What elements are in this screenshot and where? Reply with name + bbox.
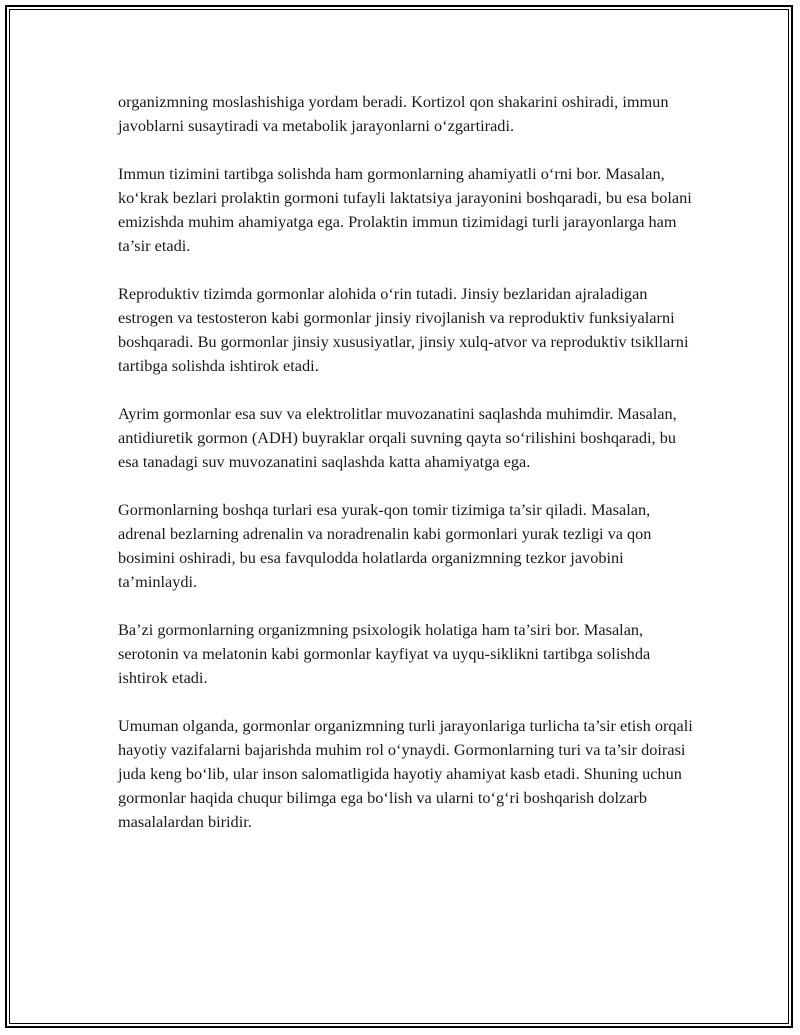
paragraph: Ba’zi gormonlarning organizmning psixologik holatiga ham ta’siri bor. Masalan, serotonin va melatonin kabi gormonlar kayfiyat va uyqu-siklikni tartibga solishda ishtirok etadi. [118, 620, 651, 687]
paragraph: Immun tizimini tartibga solishda ham gormonlarning ahamiyatli o‘rni bor. Masalan, ko‘krak bezlari prolaktin gormoni tufayli laktatsiya jarayonini boshqaradi, bu esa bolani emizishda muhim ahamiyatga ega. Prolaktin immun tizimidagi turli jarayonlarga ham ta’sir etadi. [118, 164, 692, 255]
paragraph: Reproduktiv tizimda gormonlar alohida o‘rin tutadi. Jinsiy bezlaridan ajraladigan estrogen va testosteron kabi gormonlar jinsiy rivojlanish va reproduktiv funksiyalarni boshqaradi. Bu gormonlar jinsiy xususiyatlar, jinsiy xulq-atvor va reproduktiv tsikllarni tartibga solishda ishtirok etadi. [118, 284, 689, 375]
document-body [118, 90, 693, 858]
paragraph: Ayrim gormonlar esa suv va elektrolitlar muvozanatini saqlashda muhimdir. Masalan, antidiuretik gormon (ADH) buyraklar orqali suvning qayta so‘rilishini boshqaradi, bu esa tanadagi suv muvozanatini saqlashda katta ahamiyatga ega. [118, 404, 677, 471]
paragraph: Gormonlarning boshqa turlari esa yurak-qon tomir tizimiga ta’sir qiladi. Masalan, adrenal bezlarning adrenalin va noradrenalin kabi gormonlari yurak tezligi va qon bosimini oshiradi, bu esa favqulodda holatlarda organizmning tezkor javobini ta’minlaydi. [118, 500, 652, 591]
paragraph: organizmning moslashishiga yordam beradi. Kortizol qon shakarini oshiradi, immun javoblarni susaytiradi va metabolik jarayonlarni o‘zgartiradi. [118, 92, 669, 135]
paragraph: Umuman olganda, gormonlar organizmning turli jarayonlariga turlicha ta’sir etish orqali hayotiy vazifalarni bajarishda muhim rol o‘ynaydi. Gormonlarning turi va ta’sir doirasi juda keng bo‘lib, ular inson salomatligida hayotiy ahamiyat kasb etadi. Shuning uchun gormonlar haqida chuqur bilimga ega bo‘lish va ularni to‘g‘ri boshqarish dolzarb masalalardan biridir. [118, 716, 693, 831]
